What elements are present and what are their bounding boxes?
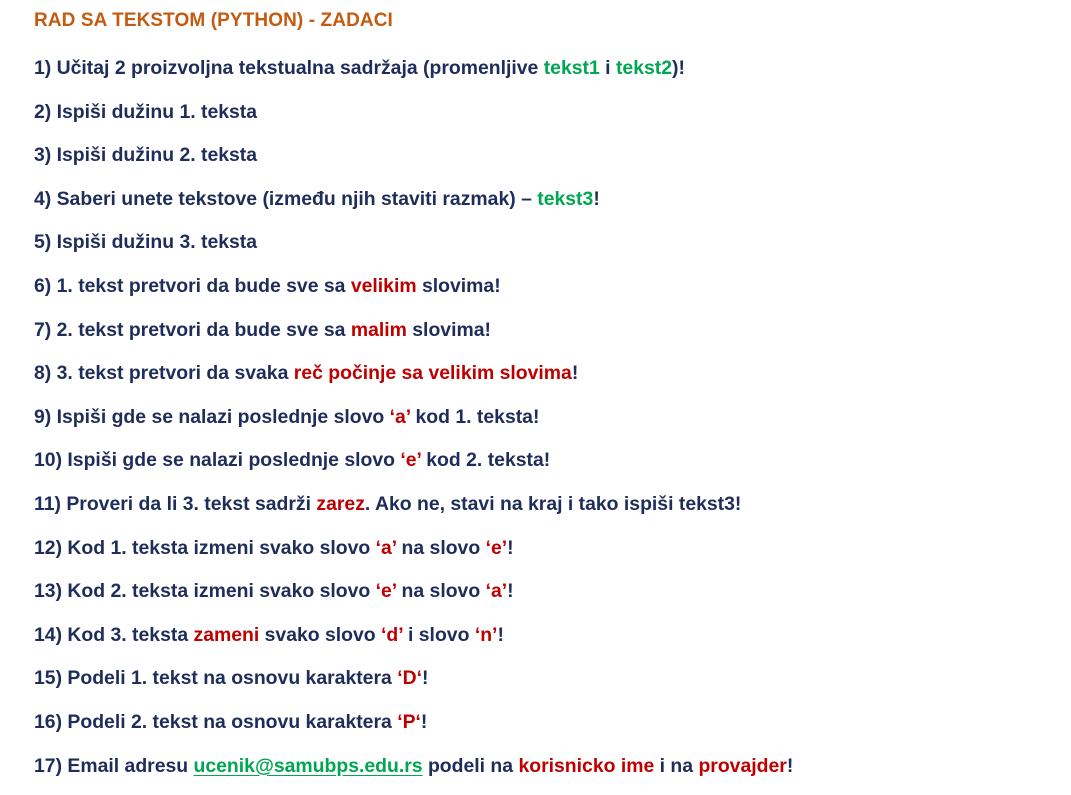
highlighted-text: ‘a’: [376, 537, 397, 559]
highlighted-text: ‘a’: [390, 406, 411, 428]
highlighted-text: zameni: [194, 624, 260, 646]
task-text: 9) Ispiši gde se nalazi poslednje slovo: [34, 406, 390, 428]
task-item-2: [34, 98, 793, 142]
task-item-9: [34, 403, 793, 447]
task-text: kod 2. teksta!: [421, 449, 550, 471]
task-text: 12) Kod 1. teksta izmeni svako slovo: [34, 537, 376, 559]
task-item-11: [34, 490, 793, 534]
task-text: !: [572, 362, 578, 384]
task-item-17: [34, 752, 793, 795]
highlighted-text: zarez: [316, 493, 365, 515]
task-text: 3) Ispiši dužinu 2. teksta: [34, 144, 257, 166]
highlighted-text: tekst2: [616, 57, 672, 79]
highlighted-text: tekst3: [537, 188, 593, 210]
task-item-5: [34, 228, 793, 272]
highlighted-text: tekst1: [544, 57, 600, 79]
task-text: 4) Saberi unete tekstove (između njih staviti razmak) –: [34, 188, 537, 210]
task-text: slovima!: [417, 275, 501, 297]
task-text: i slovo: [403, 624, 475, 646]
highlighted-text: reč počinje sa velikim slovima: [294, 362, 572, 384]
task-text: i: [600, 57, 616, 79]
email-link[interactable]: ucenik@samubps.edu.rs: [194, 755, 423, 777]
task-text: na slovo: [396, 580, 485, 602]
task-text: !: [507, 537, 513, 559]
highlighted-text: ‘d’: [381, 624, 403, 646]
task-text: 17) Email adresu: [34, 755, 194, 777]
task-text: !: [507, 580, 513, 602]
task-text: kod 1. teksta!: [410, 406, 539, 428]
task-item-12: [34, 534, 793, 578]
task-text: 15) Podeli 1. tekst na osnovu karaktera: [34, 667, 397, 689]
highlighted-text: ‘a’: [486, 580, 508, 602]
task-text: 2) Ispiši dužinu 1. teksta: [34, 101, 257, 123]
task-text: 16) Podeli 2. tekst na osnovu karaktera: [34, 711, 397, 733]
task-item-13: [34, 577, 793, 621]
highlighted-text: korisnicko ime: [518, 755, 654, 777]
task-text: i na: [654, 755, 698, 777]
highlighted-text: malim: [351, 319, 407, 341]
task-text: 11) Proveri da li 3. tekst sadrži: [34, 493, 316, 515]
task-item-1: [34, 54, 793, 98]
task-item-7: [34, 316, 793, 360]
task-text: . Ako ne, stavi na kraj i tako ispiši tekst3!: [365, 493, 741, 515]
highlighted-text: provajder: [698, 755, 786, 777]
highlighted-text: ‘n’: [475, 624, 498, 646]
task-text: svako slovo: [259, 624, 381, 646]
task-text: !: [421, 711, 427, 733]
task-item-3: [34, 141, 793, 185]
task-item-4: [34, 185, 793, 229]
task-text: 7) 2. tekst pretvori da bude sve sa: [34, 319, 351, 341]
highlighted-text: ‘e’: [486, 537, 508, 559]
task-text: !: [497, 624, 503, 646]
task-item-14: [34, 621, 793, 665]
task-text: 6) 1. tekst pretvori da bude sve sa: [34, 275, 351, 297]
task-item-16: [34, 708, 793, 752]
task-text: podeli na: [423, 755, 519, 777]
highlighted-text: velikim: [351, 275, 417, 297]
task-text: na slovo: [396, 537, 485, 559]
task-text: 13) Kod 2. teksta izmeni svako slovo: [34, 580, 376, 602]
task-text: 14) Kod 3. teksta: [34, 624, 194, 646]
task-item-8: [34, 359, 793, 403]
task-text: 1) Učitaj 2 proizvoljna tekstualna sadržaja (promenljive: [34, 57, 544, 79]
highlighted-text: ‘e’: [376, 580, 397, 602]
task-text: 8) 3. tekst pretvori da svaka: [34, 362, 294, 384]
task-text: 10) Ispiši gde se nalazi poslednje slovo: [34, 449, 400, 471]
task-item-6: [34, 272, 793, 316]
task-text: 5) Ispiši dužinu 3. teksta: [34, 231, 257, 253]
task-list: [34, 54, 793, 795]
task-item-15: [34, 664, 793, 708]
document-title: RAD SA TEKSTOM (PYTHON) - ZADACI: [34, 10, 393, 32]
task-text: !: [593, 188, 599, 210]
task-text: )!: [672, 57, 685, 79]
task-text: !: [422, 667, 428, 689]
highlighted-text: ‘P‘: [397, 711, 421, 733]
highlighted-text: ‘D‘: [397, 667, 422, 689]
task-text: !: [787, 755, 793, 777]
task-item-10: [34, 446, 793, 490]
highlighted-text: ‘e’: [400, 449, 421, 471]
task-text: slovima!: [407, 319, 491, 341]
